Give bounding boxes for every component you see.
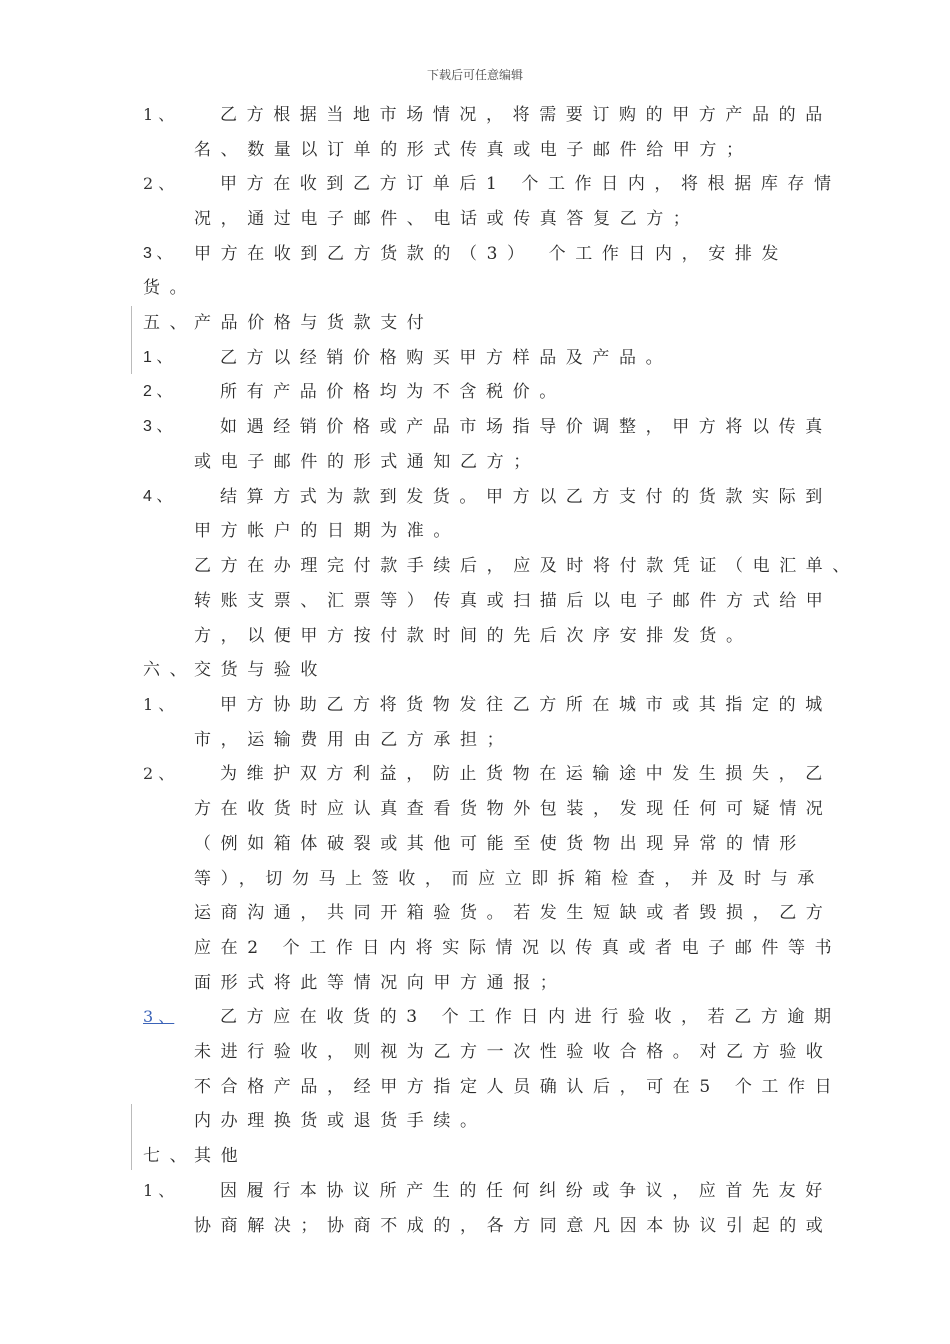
margin-change-bar xyxy=(131,1104,132,1170)
paragraph-line: 不合格产品，经甲方指定人员确认后，可在5 个工作日 xyxy=(194,1077,842,1097)
paragraph-line: 结算方式为款到发货。甲方以乙方支付的货款实际到 xyxy=(220,487,832,507)
list-marker: 2 、 xyxy=(143,764,175,783)
paragraph-line: 乙方应在收货的3 个工作日内进行验收，若乙方逾期 xyxy=(220,1007,841,1027)
paragraph-line: 为维护双方利益，防止货物在运输途中发生损失，乙 xyxy=(220,764,832,784)
paragraph-line: 内办理换货或退货手续。 xyxy=(194,1111,487,1131)
paragraph-line: 转账支票、汇票等）传真或扫描后以电子邮件方式给甲 xyxy=(194,591,833,611)
list-marker-link[interactable]: 3 、 xyxy=(143,1007,175,1026)
paragraph-line: 因履行本协议所产生的任何纠纷或争议，应首先友好 xyxy=(220,1181,832,1201)
paragraph-line: 甲方协助乙方将货物发往乙方所在城市或其指定的城 xyxy=(220,695,832,715)
list-marker: 1 、 xyxy=(143,349,173,366)
section-marker: 六、 xyxy=(143,660,197,680)
paragraph-line: 等），切勿马上签收，而应立即拆箱检查，并及时与承 xyxy=(194,869,824,889)
list-marker: 1 、 xyxy=(143,105,175,124)
list-marker: 2 、 xyxy=(143,174,175,193)
list-marker: 3 、 xyxy=(143,418,173,435)
paragraph-line: 方，以便甲方按付款时间的先后次序安排发货。 xyxy=(194,626,753,646)
paragraph-line: 如遇经销价格或产品市场指导价调整，甲方将以传真 xyxy=(220,417,832,437)
paragraph-line: 未进行验收，则视为乙方一次性验收合格。对乙方验收 xyxy=(194,1042,833,1062)
paragraph-line: 市，运输费用由乙方承担； xyxy=(194,730,514,750)
section-heading: 交货与验收 xyxy=(194,660,327,680)
paragraph-line: 或电子邮件的形式通知乙方； xyxy=(194,452,540,472)
margin-change-bar xyxy=(131,306,132,374)
list-marker: 4 、 xyxy=(143,488,173,505)
list-marker: 1 、 xyxy=(143,1181,175,1200)
paragraph-line: 货。 xyxy=(143,278,197,298)
list-marker: 1 、 xyxy=(143,695,175,714)
paragraph-line: 况，通过电子邮件、电话或传真答复乙方； xyxy=(194,209,700,229)
paragraph-line: 乙方在办理完付款手续后，应及时将付款凭证（电汇单、 xyxy=(194,556,859,576)
paragraph-line: 名、数量以订单的形式传真或电子邮件给甲方； xyxy=(194,140,753,160)
page-header: 下载后可任意编辑 xyxy=(426,68,523,82)
list-marker: 3 、 xyxy=(143,245,173,262)
paragraph-line: 运商沟通，共同开箱验货。若发生短缺或者毁损，乙方 xyxy=(194,903,833,923)
section-heading: 产品价格与货款支付 xyxy=(194,313,434,333)
paragraph-line: 应在2 个工作日内将实际情况以传真或者电子邮件等书 xyxy=(194,938,842,958)
list-marker: 2 、 xyxy=(143,383,173,400)
paragraph-line: （例如箱体破裂或其他可能至使货物出现异常的情形 xyxy=(194,834,806,854)
paragraph-line: 甲方在收到乙方订单后1 个工作日内，将根据库存情 xyxy=(220,174,841,194)
section-heading: 其他 xyxy=(194,1146,248,1166)
paragraph-line: 面形式将此等情况向甲方通报； xyxy=(194,973,567,993)
paragraph-line: 甲方帐户的日期为准。 xyxy=(194,521,460,541)
paragraph-line: 协商解决；协商不成的，各方同意凡因本协议引起的或 xyxy=(194,1216,833,1236)
paragraph-line: 乙方以经销价格购买甲方样品及产品。 xyxy=(220,348,673,368)
paragraph-line: 方在收货时应认真查看货物外包装，发现任何可疑情况 xyxy=(194,799,833,819)
paragraph-line: 甲方在收到乙方货款的（3） 个工作日内，安排发 xyxy=(194,244,789,264)
section-marker: 七、 xyxy=(143,1146,197,1166)
section-marker: 五、 xyxy=(143,313,197,333)
paragraph-line: 所有产品价格均为不含税价。 xyxy=(220,382,566,402)
paragraph-line: 乙方根据当地市场情况，将需要订购的甲方产品的品 xyxy=(220,105,832,125)
